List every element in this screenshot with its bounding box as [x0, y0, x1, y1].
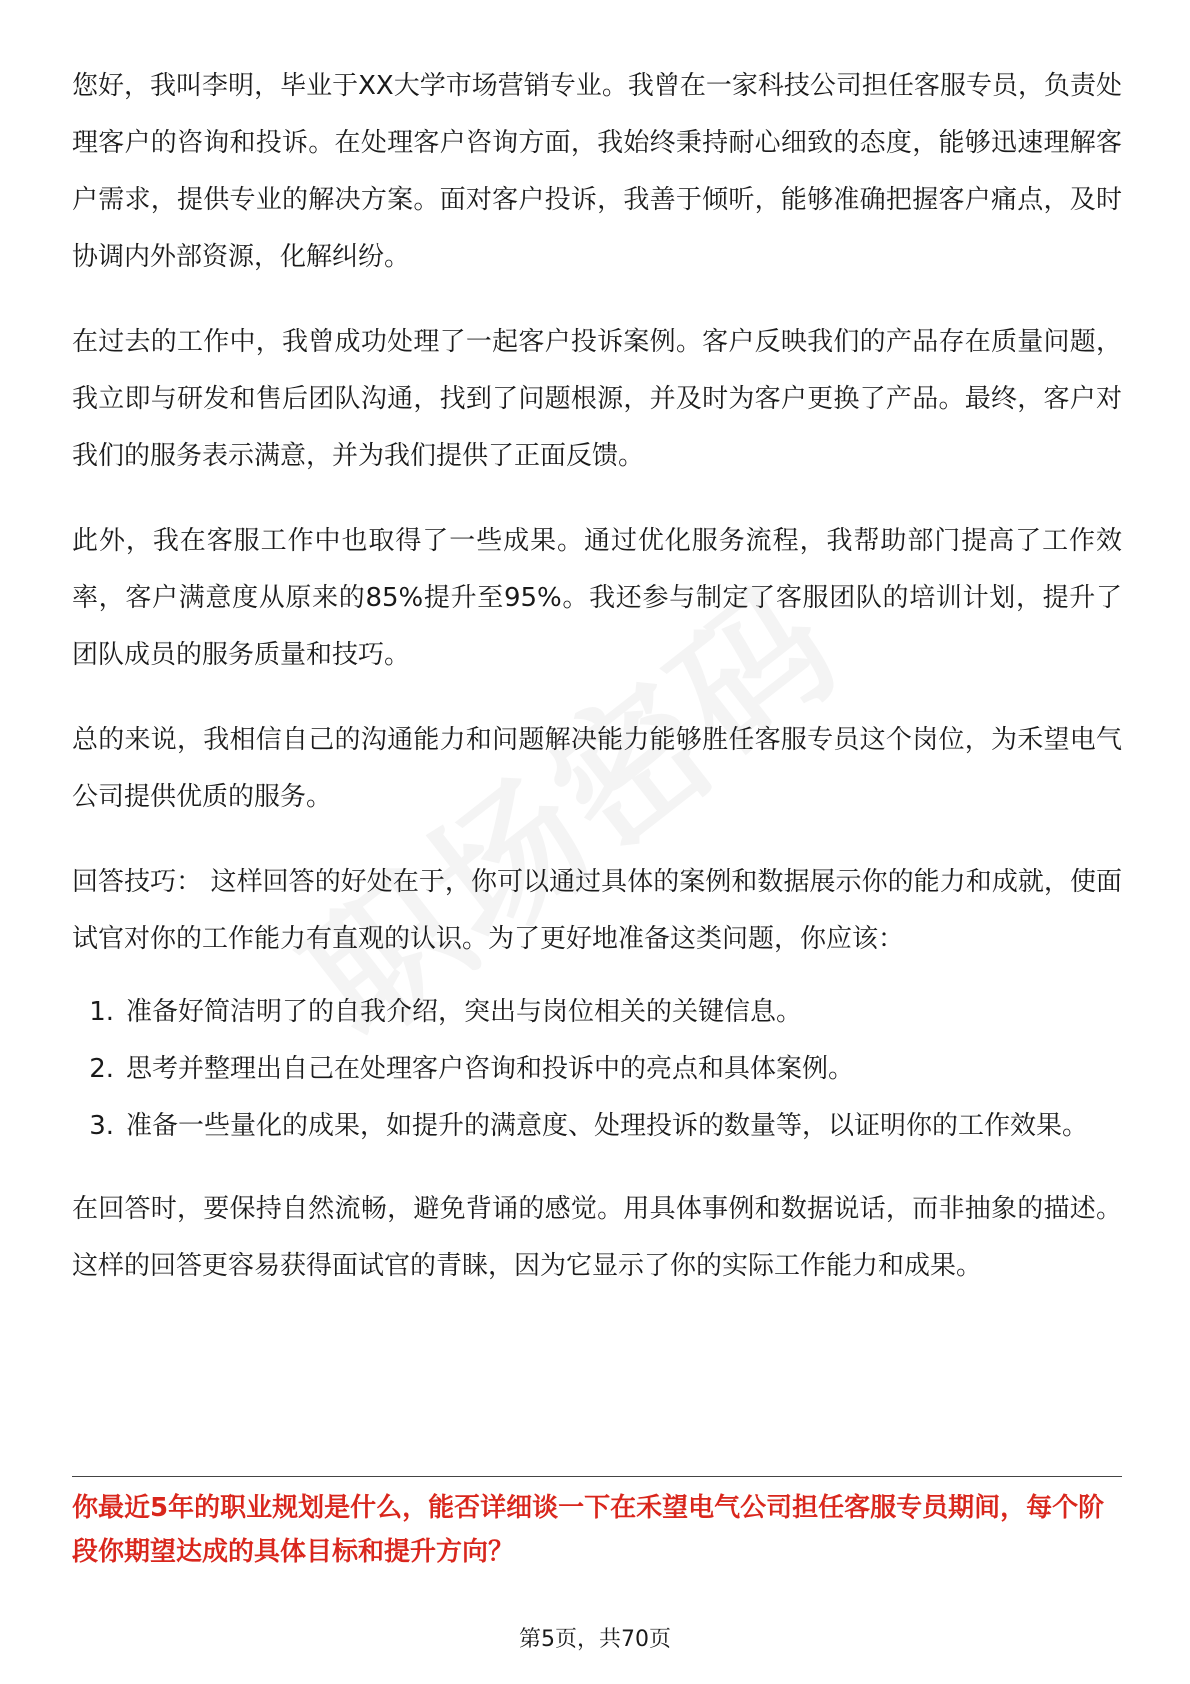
list-item: [72, 984, 1122, 1041]
list-item-number: 2.: [89, 1054, 114, 1084]
list-item-number: 1.: [89, 997, 114, 1027]
paragraph-closing-advice: 在回答时，要保持自然流畅，避免背诵的感觉。用具体事例和数据说话，而非抽象的描述。这样的回答更容易获得面试官的青睐，因为它显示了你的实际工作能力和成果。: [72, 1194, 1122, 1281]
paragraph-achievements: 此外，我在客服工作中也取得了一些成果。通过优化服务流程，我帮助部门提高了工作效率，客户满意度从原来的85%提升至95%。我还参与制定了客服团队的培训计划，提升了团队成员的服务质量和技巧。: [72, 526, 1122, 670]
next-question-heading: 你最近5年的职业规划是什么，能否详细谈一下在禾望电气公司担任客服专员期间，每个阶段你期望达成的具体目标和提升方向？: [72, 1493, 1105, 1567]
list-item: [72, 1041, 1122, 1098]
document-body: [72, 58, 1122, 1323]
paragraph-summary: 总的来说，我相信自己的沟通能力和问题解决能力能够胜任客服专员这个岗位，为禾望电气公司提供优质的服务。: [72, 725, 1122, 812]
list-item-text: 准备好简洁明了的自我介绍，突出与岗位相关的关键信息。: [126, 997, 803, 1027]
list-item-text: 思考并整理出自己在处理客户咨询和投诉中的亮点和具体案例。: [126, 1054, 855, 1084]
list-item-number: 3.: [89, 1111, 114, 1141]
paragraph-case: 在过去的工作中，我曾成功处理了一起客户投诉案例。客户反映我们的产品存在质量问题，我立即与研发和售后团队沟通，找到了问题根源，并及时为客户更换了产品。最终，客户对我们的服务表示满意，并为我们提供了正面反馈。: [72, 327, 1122, 471]
list-item: [72, 1098, 1122, 1155]
tips-list: [72, 984, 1122, 1155]
list-item-text: 准备一些量化的成果，如提升的满意度、处理投诉的数量等，以证明你的工作效果。: [126, 1111, 1089, 1141]
paragraph-intro: 您好，我叫李明，毕业于XX大学市场营销专业。我曾在一家科技公司担任客服专员，负责处理客户的咨询和投诉。在处理客户咨询方面，我始终秉持耐心细致的态度，能够迅速理解客户需求，提供专业的解决方案。面对客户投诉，我善于倾听，能够准确把握客户痛点，及时协调内外部资源，化解纠纷。: [72, 71, 1122, 272]
paragraph-answer-tips: 回答技巧： 这样回答的好处在于，你可以通过具体的案例和数据展示你的能力和成就，使面试官对你的工作能力有直观的认识。为了更好地准备这类问题，你应该：: [72, 867, 1122, 954]
page-number: 第5页，共70页: [519, 1627, 671, 1652]
section-divider: [72, 1476, 1122, 1477]
